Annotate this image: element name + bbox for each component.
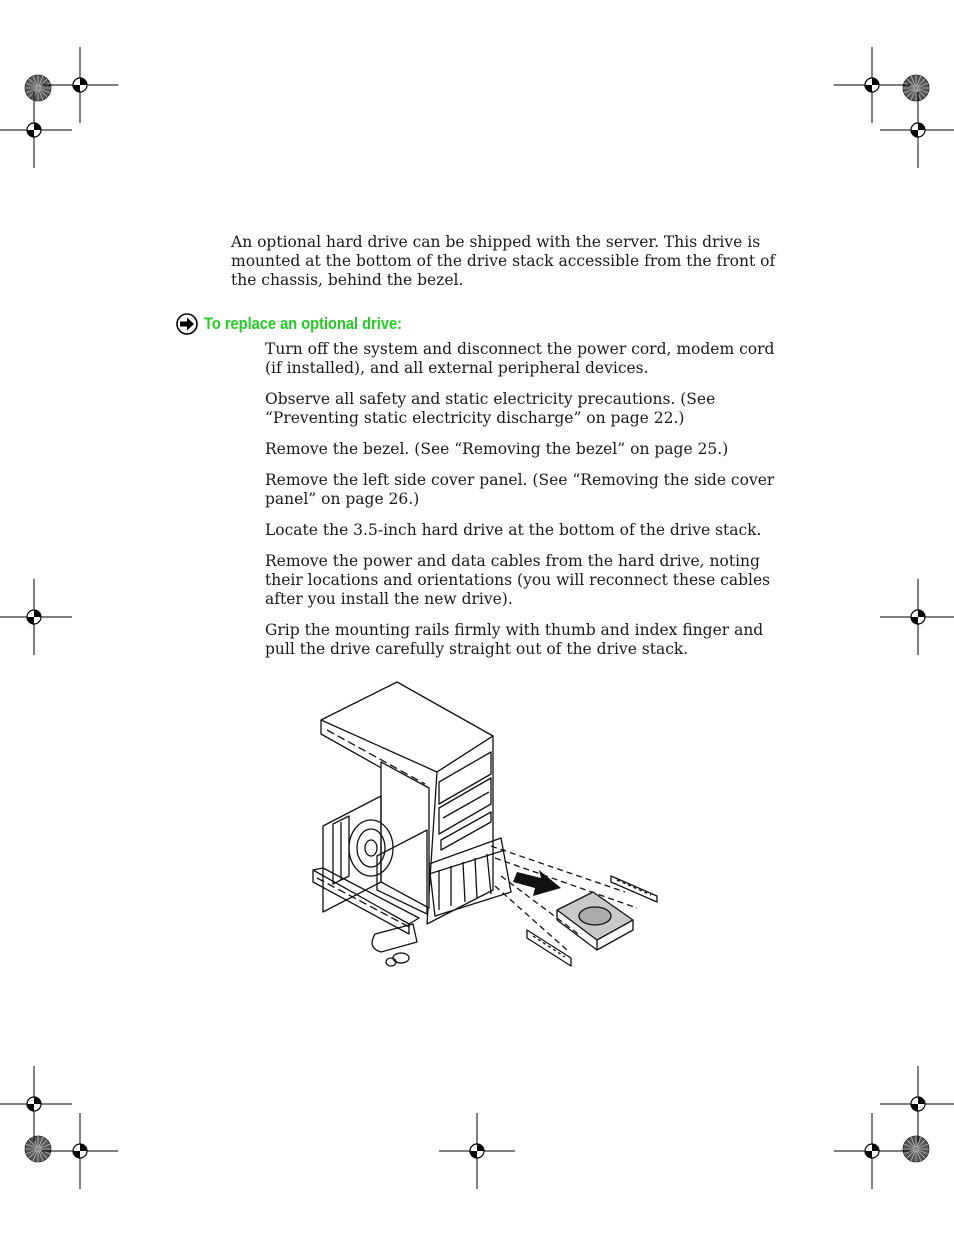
step-5: Locate the 3.5-inch hard drive at the bottom of the drive stack.: [265, 521, 762, 539]
step-4: Remove the left side cover panel. (See “Removing the side cover panel” on page 26.): [265, 471, 775, 508]
procedure-steps: [265, 340, 793, 671]
procedure-heading: [176, 313, 434, 335]
intro-paragraph: An optional hard drive can be shipped with the server. This drive is mounted at the bottom of the drive stack accessible from the front of the chassis, behind the bezel.: [231, 233, 776, 289]
step-3: Remove the bezel. (See “Removing the bezel” on page 25.): [265, 440, 729, 458]
procedure-heading-text: To replace an optional drive:: [204, 314, 402, 333]
step-6: Remove the power and data cables from the hard drive, noting their locations and orientations (you will reconnect these cables after you install the new drive).: [265, 552, 771, 608]
arrow-right-icon: [176, 313, 198, 335]
step-2: Observe all safety and static electricity precautions. (See “Preventing static electricity discharge” on page 22.): [265, 390, 716, 427]
step-1: Turn off the system and disconnect the power cord, modem cord (if installed), and all external peripheral devices.: [265, 340, 775, 377]
step-7: Grip the mounting rails firmly with thumb and index finger and pull the drive carefully straight out of the drive stack.: [265, 621, 764, 658]
hard-drive-removal-illustration: [305, 678, 665, 978]
